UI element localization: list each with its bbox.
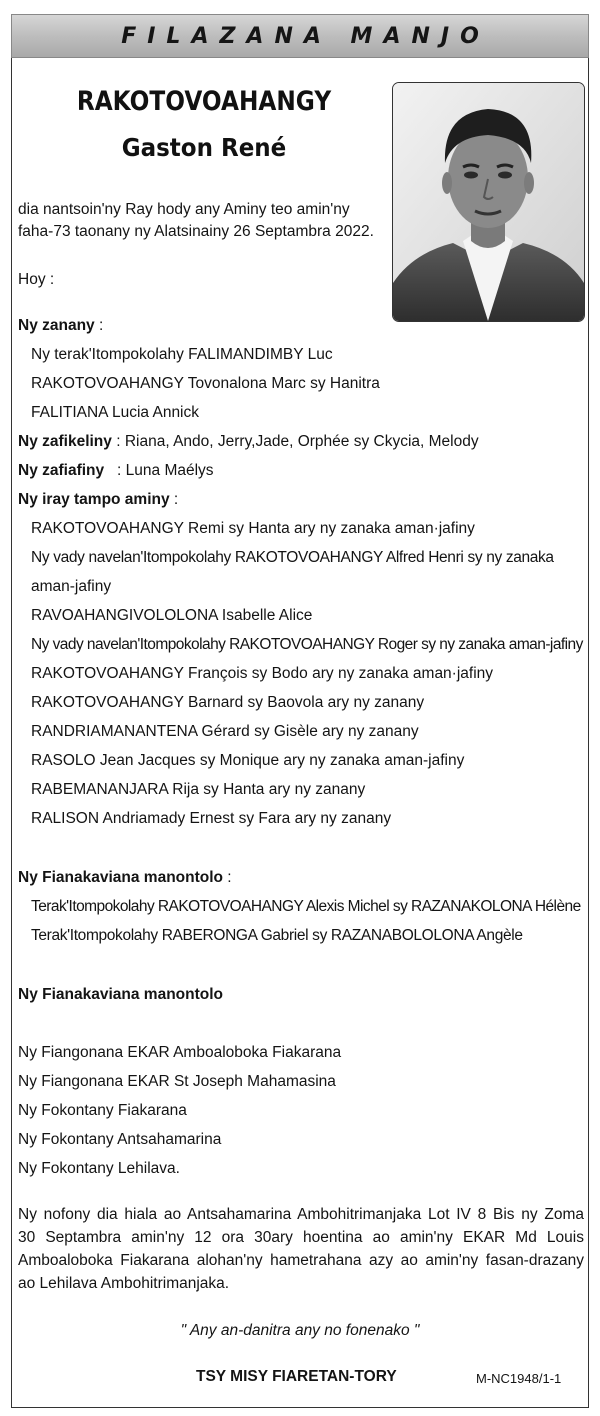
zafiafiny-line (18, 461, 214, 481)
closing-quote: " Any an-danitra any no fonenako " (180, 1322, 420, 1339)
zanany-item-1: Ny terak'Itompokolahy FALIMANDIMBY Luc (31, 346, 333, 363)
iray-tampo-item-11: RALISON Andriamady Ernest sy Fara ary ny zanany (31, 810, 392, 827)
notice-line-2: 30 Septambra amin'ny 12 ora 30ary hoentina ao amin'ny EKAR Md Louis (18, 1229, 584, 1246)
portrait-photo (392, 82, 585, 322)
notice-header (11, 14, 589, 58)
zafikeliny-label: Ny zafikeliny (18, 433, 112, 450)
fianakaviana-item-2: Terak'Itompokolahy RABERONGA Gabriel sy RAZANABOLOLONA Angèle (31, 927, 523, 944)
fianakaviana-heading-1 (18, 868, 232, 888)
zafikeliny-text: : Riana, Ando, Jerry,Jade, Orphée sy Ckycia, Melody (111, 433, 479, 450)
zafiafiny-label: Ny zafiafiny (18, 462, 105, 479)
community-item-1: Ny Fiangonana EKAR Amboaloboka Fiakarana (18, 1044, 342, 1061)
header-title: FILAZANA MANJO (121, 23, 490, 49)
intro-line-2: faha-73 taonany ny Alatsinainy 26 Septambra 2022. (18, 223, 374, 240)
notice-line-3: Amboaloboka Fiakarana alohan'ny hametrahana azy ao amin'ny fasan-drazany (18, 1252, 584, 1269)
closing-statement: TSY MISY FIARETAN-TORY (196, 1368, 397, 1385)
iray-tampo-item-1: RAKOTOVOAHANGY Remi sy Hanta ary ny zanaka aman·jafiny (31, 520, 475, 537)
deceased-surname: RAKOTOVOAHANGY (76, 86, 332, 117)
fianakaviana-suffix-1: : (223, 869, 232, 886)
zafiafiny-text: : Luna Maélys (104, 462, 214, 479)
iray-tampo-item-8: RANDRIAMANANTENA Gérard sy Gisèle ary ny zanany (31, 723, 419, 740)
iray-tampo-item-9: RASOLO Jean Jacques sy Monique ary ny zanaka aman-jafiny (31, 752, 465, 769)
zanany-suffix: : (94, 317, 104, 334)
iray-tampo-heading (18, 490, 178, 510)
iray-tampo-item-4: RAVOAHANGIVOLOLONA Isabelle Alice (31, 607, 313, 624)
community-item-5: Ny Fokontany Lehilava. (18, 1160, 180, 1177)
notice-line-4: ao Lehilava Ambohitrimanjaka. (18, 1275, 230, 1292)
iray-tampo-item-10: RABEMANANJARA Rija sy Hanta ary ny zanany (31, 781, 366, 798)
zanany-heading (18, 316, 103, 336)
deceased-given-name: Gaston René (121, 133, 287, 162)
hoy-label: Hoy : (18, 271, 55, 288)
iray-tampo-suffix: : (169, 491, 179, 508)
iray-tampo-item-3: aman-jafiny (31, 578, 112, 595)
zafikeliny-line (18, 432, 479, 452)
notice-line-1: Ny nofony dia hiala ao Antsahamarina Ambohitrimanjaka Lot IV 8 Bis ny Zoma (18, 1206, 584, 1223)
zanany-item-2: RAKOTOVOAHANGY Tovonalona Marc sy Hanitra (31, 375, 380, 392)
community-item-3: Ny Fokontany Fiakarana (18, 1102, 187, 1119)
community-item-2: Ny Fiangonana EKAR St Joseph Mahamasina (18, 1073, 336, 1090)
iray-tampo-item-7: RAKOTOVOAHANGY Barnard sy Baovola ary ny zanany (31, 694, 425, 711)
portrait-illustration (393, 83, 584, 321)
intro-line-1: dia nantsoin'ny Ray hody any Aminy teo amin'ny (18, 201, 350, 218)
iray-tampo-item-5: Ny vady navelan'Itompokolahy RAKOTOVOAHANGY Roger sy ny zanaka aman-jafiny (31, 636, 583, 653)
reference-code: M-NC1948/1-1 (476, 1371, 562, 1386)
zanany-label: Ny zanany (18, 317, 95, 334)
fianakaviana-heading-2: Ny Fianakaviana manontolo (18, 986, 223, 1003)
fianakaviana-item-1: Terak'Itompokolahy RAKOTOVOAHANGY Alexis Michel sy RAZANAKOLONA Hélène (31, 898, 581, 915)
fianakaviana-label-1: Ny Fianakaviana manontolo (18, 869, 223, 886)
iray-tampo-item-2: Ny vady navelan'Itompokolahy RAKOTOVOAHANGY Alfred Henri sy ny zanaka (31, 549, 554, 566)
iray-tampo-label: Ny iray tampo aminy (18, 491, 170, 508)
community-item-4: Ny Fokontany Antsahamarina (18, 1131, 222, 1148)
iray-tampo-item-6: RAKOTOVOAHANGY François sy Bodo ary ny zanaka aman·jafiny (31, 665, 494, 682)
zanany-item-3: FALITIANA Lucia Annick (31, 404, 200, 421)
